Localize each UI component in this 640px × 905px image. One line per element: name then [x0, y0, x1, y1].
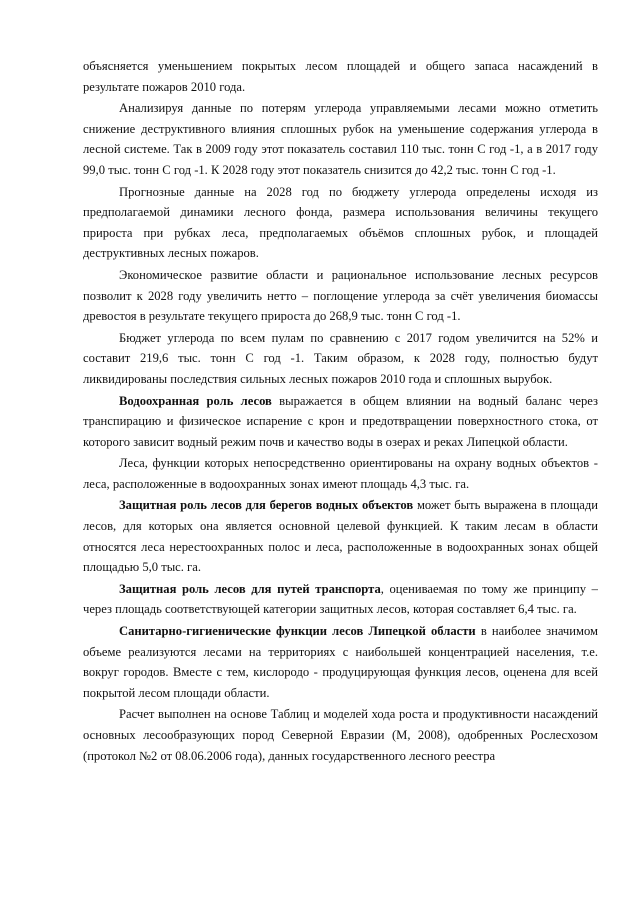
paragraph-calculation-basis [83, 704, 598, 766]
text-run: в наиболее значимом объеме реализуются лесами на территориях с наибольшей концентрацией населения, т.е. вокруг городов. Вместе с тем, кислородо - продуцирующая функция лесов, оценена для всей покрытой лесом площади области. [83, 624, 598, 700]
paragraph-transport-protection [83, 579, 598, 620]
text-run: Прогнозные данные на 2028 год по бюджету углерода определены исходя из предполагаемой динамики лесного фонда, размера использования величины текущего прироста при рубках леса, предполагаемых объёмов сплошных рубок, и площадей деструктивных лесных пожаров. [83, 184, 598, 261]
text-run: выражается в общем влиянии на водный баланс через транспирацию и физическое испарение с крон и предотвращении поверхностного стока, от которого зависит водный режим почв и качество воды в озерах и реках Липецкой области. [83, 393, 598, 449]
bold-heading-run: Защитная роль лесов для берегов водных объектов [119, 498, 414, 513]
paragraph-carbon-budget [83, 328, 598, 390]
text-run: может быть выражена в площади лесов, для которых она является основной целевой функцией. К таким лесам в области относятся леса нерестоохранных полос и леса, расположенные в водоохранных зонах общей площадью 5,0 тыс. га. [83, 498, 598, 575]
bold-heading-run: Водоохранная роль лесов [119, 393, 272, 408]
text-run: Расчет выполнен на основе Таблиц и моделей хода роста и продуктивности насаждений основных лесообразующих пород Северной Евразии (М, 2008), одобренных Рослесхозом (протокол №2 от 08.06.2006 года), данных государственного лесного реестра [83, 707, 598, 763]
text-run: Леса, функции которых непосредственно ориентированы на охрану водных объектов - леса, расположенные в водоохранных зонах имеют площадь 4,3 тыс. га. [83, 456, 598, 491]
text-run: Бюджет углерода по всем пулам по сравнению с 2017 годом увеличится на 52% и составит 219,6 тыс. тонн С год -1. Таким образом, к 2028 году, полностью будут ликвидированы последствия сильных лесных пожаров 2010 года и сплошных вырубок. [83, 330, 598, 386]
paragraph-sanitary-functions [83, 621, 598, 703]
paragraph-forecast-2028 [83, 182, 598, 264]
text-run: , оцениваемая по тому же принципу – через площадь соответствующей категории защитных лесов, которая составляет 6,4 тыс. га. [83, 581, 598, 617]
text-run: Анализируя данные по потерям углерода управляемыми лесами можно отметить снижение деструктивного влияния сплошных рубок на уменьшение содержания углерода в лесной системе. Так в 2009 году этот показатель составил 110 тыс. тонн С год -1, а в 2017 году 99,0 тыс. тонн С год -1. К 2028 году этот показатель снизится до 42,2 тыс. тонн С год -1. [83, 101, 598, 177]
paragraph-water-protection [83, 391, 598, 453]
document-page [83, 56, 598, 767]
paragraph-shore-protection [83, 495, 598, 577]
bold-heading-run: Защитная роль лесов для путей транспорта [119, 581, 381, 596]
text-run: Экономическое развитие области и рациональное использование лесных ресурсов позволит к 2028 году увеличить нетто – поглощение углерода за счёт увеличения биомассы древостоя в результате текущего прироста до 268,9 тыс. тонн С год -1. [83, 267, 598, 324]
paragraph-economic-development [83, 265, 598, 327]
bold-heading-run: Санитарно-гигиенические функции лесов Липецкой области [119, 624, 476, 639]
paragraph-intro-continuation [83, 56, 598, 97]
paragraph-carbon-losses [83, 98, 598, 180]
text-run: объясняется уменьшением покрытых лесом площадей и общего запаса насаждений в результате пожаров 2010 года. [83, 59, 598, 94]
paragraph-water-zones [83, 453, 598, 494]
